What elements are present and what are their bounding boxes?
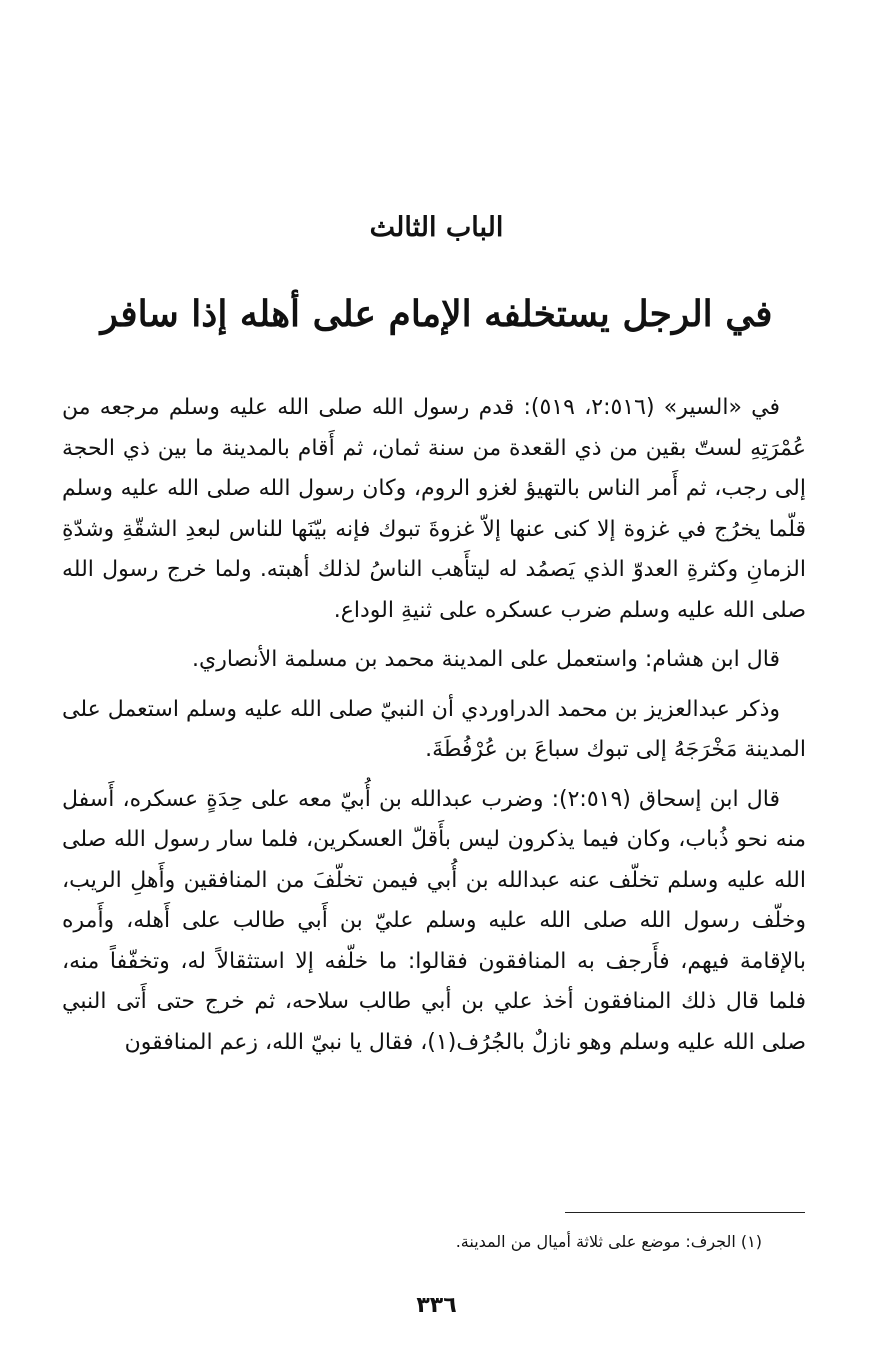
paragraph-3: وذكر عبدالعزيز بن محمد الدراوردي أن النبيّ صلى الله عليه وسلم استعمل على المدينة مَخْرَجَهُ إلى تبوك سباعَ بن عُرْفُطَةَ. <box>62 696 806 762</box>
chapter-title: الباب الثالث <box>369 212 504 243</box>
chapter-subtitle: في الرجل يستخلفه الإمام على أهله إذا سافر <box>100 293 773 335</box>
paragraph-4: قال ابن إسحاق (٢:٥١٩): وضرب عبدالله بن أُبيّ معه على حِدَةٍ عسكره، أَسفل منه نحو ذُباب، وكان فيما يذكرون ليس بأَقلّ العسكرين، فلما سار رسول الله صلى الله عليه وسلم تخلّف عنه عبدالله بن أُبي فيمن تخلّفَ من المنافقين وأَهلِ الريب، وخلّف رسول الله صلى الله عليه وسلم عليّ بن أَبي طالب على أَهله، وأَمره بالإقامة فيهم، فأَرجف به المنافقون فقالوا: ما خلّفه إلا استثقالاً له، وتخفّفاً منه، فلما قال ذلك المنافقون أخذ علي بن أبي طالب سلاحه، ثم خرج حتى أَتى النبي صلى الله عليه وسلم وهو نازلٌ بالجُرُف(١)، فقال يا نبيّ الله، زعم المنافقون <box>62 786 806 1055</box>
footnote-divider <box>565 1212 805 1213</box>
body-text <box>62 388 806 1072</box>
paragraph-2: قال ابن هشام: واستعمل على المدينة محمد بن مسلمة الأنصاري. <box>191 647 780 672</box>
paragraph-1: في «السير» (٢:٥١٦، ٥١٩): قدم رسول الله صلى الله عليه وسلم مرجعه من عُمْرَتِهِ لستّ بقين من ذي القعدة من سنة ثمان، ثم أَقام بالمدينة ما بين ذي الحجة إلى رجب، ثم أَمر الناس بالتهيؤ لغزو الروم، وكان رسول الله صلى الله عليه وسلم قلّما يخرُج في غزوة إلا كنى عنها إلاّ غزوةَ تبوك فإنه بيّنَها للناس لبعدِ الشقّةِ وشدّةِ الزمانِ وكثرةِ العدوّ الذي يَصمُد له ليتأَهب الناسُ لذلك أهبته. ولما خرج رسول الله صلى الله عليه وسلم ضرب عسكره على ثنيةِ الوداع. <box>62 395 806 623</box>
footnote: (١) الجرف: موضع على ثلاثة أميال من المدينة. <box>455 1232 762 1251</box>
page-number: ٣٣٦ <box>416 1293 457 1318</box>
